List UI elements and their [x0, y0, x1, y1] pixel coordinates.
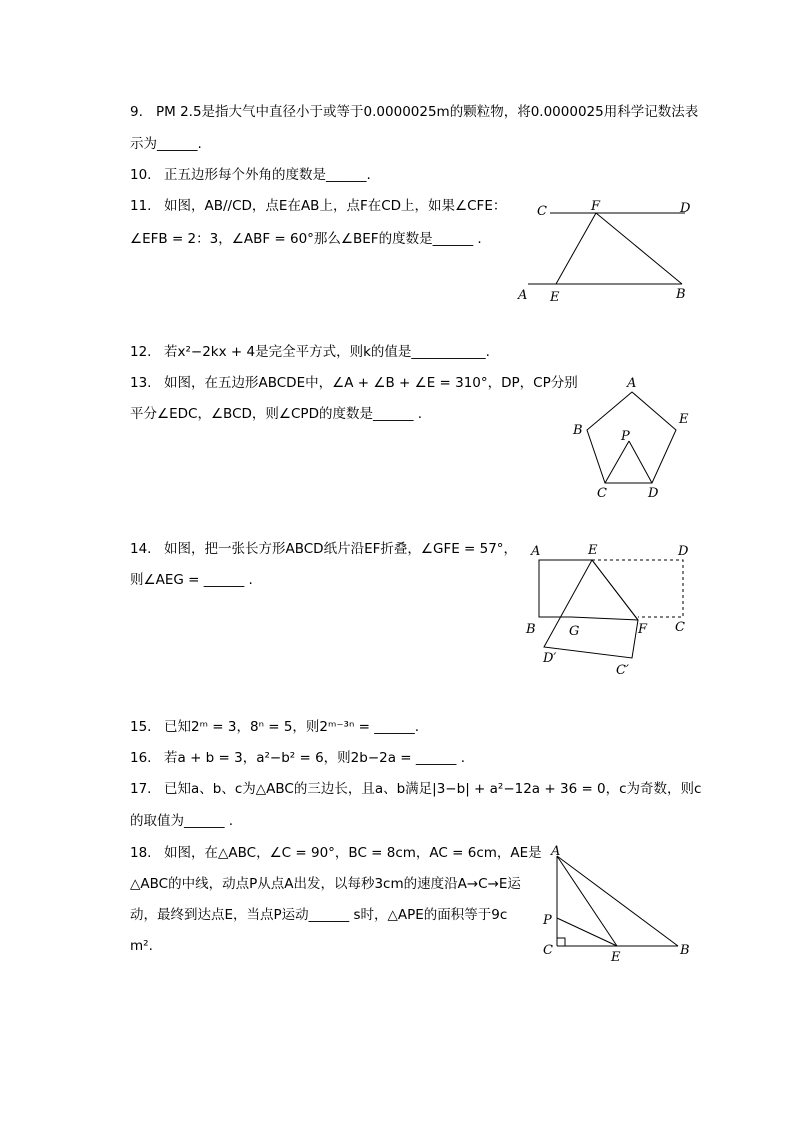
label-E: E [679, 412, 689, 427]
q12-number: 12. [130, 344, 152, 360]
label-G: G [569, 624, 580, 639]
figure-q13 [565, 370, 700, 505]
label-B: B [573, 423, 583, 438]
q16-number: 16. [130, 750, 152, 766]
q13-number: 13. [130, 375, 152, 391]
q17-text: 已知a、b、c为△ABC的三边长，且a、b满足|3−b| + a²−12a + 36 = 0，c为奇数，则c [164, 781, 702, 797]
q11-line1 [130, 196, 506, 216]
q14-number: 14. [130, 541, 152, 557]
label-A: A [531, 544, 541, 559]
q18-text: 如图，在△ABC，∠C = 90°，BC = 8cm，AC = 6cm，AE是 [164, 845, 542, 861]
label-B: B [680, 943, 690, 958]
label-A: A [551, 844, 561, 859]
q18-line1 [130, 843, 542, 863]
label-A: A [627, 376, 637, 391]
q13-line2: 平分∠EDC，∠BCD，则∠CPD的度数是______ . [130, 406, 423, 422]
q15-line [130, 717, 419, 737]
q15-number: 15. [130, 719, 152, 735]
figure-q18 [535, 838, 700, 968]
label-E: E [611, 950, 621, 965]
label-D: D [680, 201, 691, 216]
label-A: A [518, 288, 528, 303]
q10-text: 正五边形每个外角的度数是______. [164, 167, 371, 183]
q16-line [130, 748, 465, 768]
label-C: C [597, 486, 607, 501]
q17-line2: 的取值为______ . [130, 813, 234, 829]
label-D-prime: D′ [543, 651, 557, 666]
label-E: E [550, 290, 560, 305]
q12-line [130, 342, 490, 362]
q18-line2: △ABC的中线，动点P从点A出发，以每秒3cm的速度沿A→C→E运 [130, 876, 521, 892]
q18-number: 18. [130, 845, 152, 861]
label-E: E [588, 543, 598, 558]
q10-number: 10. [130, 167, 152, 183]
label-F: F [591, 199, 601, 214]
label-C: C [543, 943, 553, 958]
q11-text: 如图，AB//CD，点E在AB上，点F在CD上，如果∠CFE： [164, 198, 507, 214]
label-B: B [676, 287, 686, 302]
q9-line2: 示为______. [130, 136, 202, 152]
label-C: C [537, 204, 547, 219]
q12-text: 若x²−2kx + 4是完全平方式，则k的值是___________. [164, 344, 490, 360]
q10-line [130, 165, 371, 185]
q18-line4: m². [130, 938, 153, 954]
q11-number: 11. [130, 198, 152, 214]
q16-text: 若a + b = 3，a²−b² = 6，则2b−2a = ______ . [164, 750, 465, 766]
label-P: P [543, 913, 552, 928]
q9-number: 9. [130, 104, 143, 120]
q11-line2: ∠EFB = 2：3，∠ABF = 60°那么∠BEF的度数是______ . [130, 231, 482, 247]
q13-line1 [130, 373, 578, 393]
figure-q14 [520, 540, 700, 680]
figure-q11 [510, 195, 700, 305]
q17-line1 [130, 779, 701, 799]
q9-text: PM 2.5是指大气中直径小于或等于0.0000025m的颗粒物，将0.0000025用科学记数法表 [156, 104, 699, 120]
label-F: F [638, 622, 648, 637]
q17-number: 17. [130, 781, 152, 797]
label-C: C [675, 620, 685, 635]
label-C-prime: C′ [616, 663, 629, 678]
q14-text: 如图，把一张长方形ABCD纸片沿EF折叠，∠GFE = 57°， [164, 541, 518, 557]
q14-line2: 则∠AEG = ______ . [130, 572, 253, 588]
label-D: D [678, 544, 689, 559]
label-D: D [648, 486, 659, 501]
label-B: B [526, 622, 536, 637]
q9-line1 [130, 102, 698, 122]
q18-line3: 动，最终到达点E，当点P运动______ s时，△APE的面积等于9c [130, 907, 508, 923]
label-P: P [621, 429, 630, 444]
q13-text: 如图，在五边形ABCDE中，∠A + ∠B + ∠E = 310°，DP，CP分别 [164, 375, 578, 391]
q14-line1 [130, 539, 517, 559]
q15-text: 已知2ᵐ = 3，8ⁿ = 5，则2ᵐ⁻³ⁿ = ______. [164, 719, 420, 735]
